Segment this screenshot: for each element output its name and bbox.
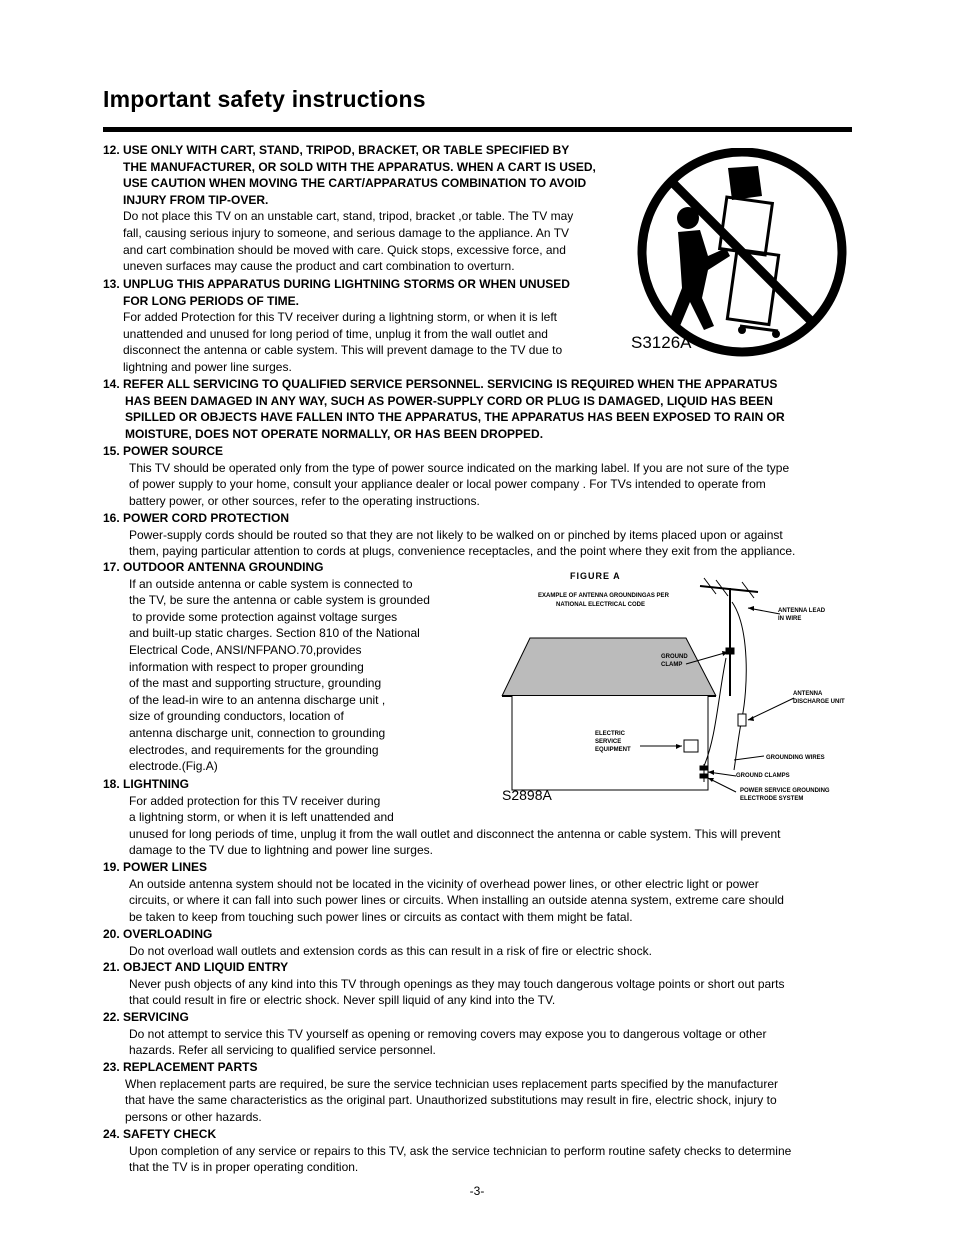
section-18-body: a lightning storm, or when it is left unattended and bbox=[129, 810, 394, 825]
section-22-body: hazards. Refer all servicing to qualified service personnel. bbox=[129, 1043, 436, 1058]
section-13-body: lightning and power line surges. bbox=[123, 359, 292, 374]
figure-a-label: EQUIPMENT bbox=[595, 747, 631, 753]
section-20 bbox=[103, 926, 652, 959]
section-19-heading: 19. POWER LINES bbox=[103, 860, 208, 874]
section-13-body: For added Protection for this TV receiver during a lightning storm, or when it is left bbox=[123, 310, 557, 325]
section-23-body: persons or other hazards. bbox=[125, 1109, 262, 1124]
section-24-heading: 24. SAFETY CHECK bbox=[103, 1127, 217, 1141]
section-24-body: that the TV is in proper operating condition. bbox=[129, 1160, 359, 1175]
section-12-heading: 12. USE ONLY WITH CART, STAND, TRIPOD, BRACKET, OR TABLE SPECIFIED BY bbox=[103, 143, 570, 157]
cart-figure-code: S3126A bbox=[631, 333, 692, 352]
section-14 bbox=[103, 376, 785, 442]
section-17-body: of the lead-in wire to an antenna discharge unit , bbox=[129, 692, 386, 707]
section-15-heading: 15. POWER SOURCE bbox=[103, 444, 224, 458]
section-12-heading-cont: USE CAUTION WHEN MOVING THE CART/APPARATUS COMBINATION TO AVOID bbox=[123, 176, 587, 191]
section-18 bbox=[103, 776, 780, 859]
antenna-grounding-diagram-icon bbox=[490, 568, 862, 808]
section-17-heading: 17. OUTDOOR ANTENNA GROUNDING bbox=[103, 560, 324, 574]
antenna-figure-code: S2898A bbox=[502, 787, 552, 803]
section-17-body: electrode.(Fig.A) bbox=[129, 759, 218, 774]
section-17-body: size of grounding conductors, location of bbox=[129, 709, 344, 724]
antenna-grounding-figure bbox=[490, 568, 862, 808]
section-12-body: uneven surfaces may cause the product and cart combination to overturn. bbox=[123, 259, 515, 274]
section-15-body: This TV should be operated only from the type of power source indicated on the marking label. If you are not sure of the type bbox=[129, 460, 790, 475]
section-21-heading: 21. OBJECT AND LIQUID ENTRY bbox=[103, 960, 289, 974]
section-22 bbox=[103, 1009, 766, 1059]
figure-a-label: GROUNDING WIRES bbox=[766, 755, 825, 761]
figure-a-label: POWER SERVICE GROUNDING bbox=[740, 788, 830, 794]
section-13-heading-cont: FOR LONG PERIODS OF TIME. bbox=[123, 293, 300, 308]
section-23-body: When replacement parts are required, be sure the service technician uses replacement parts specified by the manufacturer bbox=[125, 1076, 779, 1091]
section-16-body: them, paying particular attention to cords at plugs, convenience receptacles, and the point where they exit from the appliance. bbox=[129, 544, 796, 559]
section-12-body: and cart combination should be moved with care. Quick stops, excessive force, and bbox=[123, 242, 566, 257]
section-21-body: that could result in fire or electric shock. Never spill liquid of any kind into the TV. bbox=[129, 993, 556, 1008]
section-13-body: disconnect the antenna or cable system. This will prevent damage to the TV due to bbox=[123, 343, 563, 358]
section-14-heading-cont: SPILLED OR OBJECTS HAVE FALLEN INTO THE APPARATUS, THE APPARATUS HAS BEEN EXPOSED TO RAIN OR bbox=[125, 410, 785, 425]
section-19-body: circuits, or where it can fall into such power lines or circuits. When installing an outside atenna system, extreme care should bbox=[129, 893, 784, 908]
section-23-body: that have the same characteristics as the original part. Unauthorized substitutions may result in fire, electric shock, injury to bbox=[125, 1093, 777, 1108]
section-17-body: to provide some protection against voltage surges bbox=[129, 609, 398, 624]
section-20-heading: 20. OVERLOADING bbox=[103, 927, 213, 941]
page-number: -3- bbox=[469, 1184, 485, 1198]
figure-a-label: GROUND bbox=[661, 654, 688, 660]
section-24-body: Upon completion of any service or repairs to this TV, ask the service technician to perform routine safety checks to determine bbox=[129, 1143, 792, 1158]
section-22-body: Do not attempt to service this TV yourself as opening or removing covers may expose you to dangerous voltage or other bbox=[129, 1026, 767, 1041]
section-15 bbox=[103, 443, 789, 509]
figure-a-label: CLAMP bbox=[661, 662, 683, 668]
section-19 bbox=[103, 859, 784, 925]
figure-a-label: ANTENNA LEAD bbox=[778, 608, 826, 614]
figure-a-title: FIGURE A bbox=[570, 571, 621, 581]
section-13-body: unattended and unused for long period of time, unplug it from the wall outlet and bbox=[123, 326, 548, 341]
section-15-body: of power supply to your home, consult your appliance dealer or local power company . For TVs intended to operate from bbox=[129, 477, 766, 492]
figure-a-label: GROUND CLAMPS bbox=[736, 773, 790, 779]
section-17-body: of the mast and supporting structure, grounding bbox=[129, 676, 382, 691]
page-title: Important safety instructions bbox=[103, 86, 426, 112]
section-12-body: Do not place this TV on an unstable cart, stand, tripod, bracket ,or table. The TV may bbox=[123, 209, 574, 224]
figure-a-caption: NATIONAL ELECTRICAL CODE bbox=[556, 602, 646, 608]
section-18-heading: 18. LIGHTNING bbox=[103, 777, 190, 791]
section-12 bbox=[103, 142, 596, 275]
section-23-heading: 23. REPLACEMENT PARTS bbox=[103, 1060, 258, 1074]
section-17-body: If an outside antenna or cable system is connected to bbox=[129, 576, 413, 591]
section-14-heading: 14. REFER ALL SERVICING TO QUALIFIED SERVICE PERSONNEL. SERVICING IS REQUIRED WHEN THE APPARATUS bbox=[103, 377, 778, 391]
section-16-heading: 16. POWER CORD PROTECTION bbox=[103, 511, 290, 525]
section-14-heading-cont: HAS BEEN DAMAGED IN ANY WAY, SUCH AS POWER-SUPPLY CORD OR PLUG IS DAMAGED, LIQUID HAS BEEN bbox=[125, 393, 773, 408]
section-15-body: battery power, or other sources, refer to the operating instructions. bbox=[129, 493, 480, 508]
section-14-heading-cont: MOISTURE, DOES NOT OPERATE NORMALLY, OR HAS BEEN DROPPED. bbox=[125, 426, 544, 441]
figure-a-caption: EXAMPLE OF ANTENNA GROUNDINGAS PER bbox=[538, 593, 669, 599]
figure-a-label: ANTENNA bbox=[793, 691, 823, 697]
section-18-body: For added protection for this TV receiver during bbox=[129, 793, 381, 808]
section-17-body: information with respect to proper grounding bbox=[129, 659, 364, 674]
section-17-body: antenna discharge unit, connection to grounding bbox=[129, 725, 386, 740]
figure-a-label: ELECTRIC bbox=[595, 731, 625, 737]
cart-tipover-warning-icon bbox=[628, 148, 856, 360]
section-12-body: fall, causing serious injury to someone, and serious damage to the appliance. An TV bbox=[123, 225, 570, 240]
section-18-body: damage to the TV due to lightning and power line surges. bbox=[129, 843, 433, 858]
section-17-body: and built-up static charges. Section 810 of the National bbox=[129, 626, 420, 641]
section-16 bbox=[103, 510, 795, 560]
section-17 bbox=[103, 559, 430, 775]
section-23 bbox=[103, 1059, 778, 1125]
figure-a-label: SERVICE bbox=[595, 739, 622, 745]
figure-a-label: DISCHARGE UNIT bbox=[793, 699, 845, 705]
title-rule bbox=[103, 127, 852, 132]
section-19-body: An outside antenna system should not be located in the vicinity of overhead power lines, or other electric light or power bbox=[129, 876, 759, 891]
section-17-body: electrodes, and requirements for the grounding bbox=[129, 742, 379, 757]
section-13 bbox=[103, 276, 570, 376]
section-12-heading-cont: INJURY FROM TIP-OVER. bbox=[123, 192, 269, 207]
section-24 bbox=[103, 1126, 791, 1176]
section-20-body: Do not overload wall outlets and extension cords as this can result in a risk of fire or electric shock. bbox=[129, 943, 652, 958]
section-21-body: Never push objects of any kind into this TV through openings as they may touch dangerous voltage points or short out parts bbox=[129, 976, 785, 991]
section-21 bbox=[103, 959, 785, 1009]
section-17-body: the TV, be sure the antenna or cable system is grounded bbox=[129, 593, 430, 608]
section-12-heading-cont: THE MANUFACTURER, OR SOLD WITH THE APPARATUS. WHEN A CART IS USED, bbox=[123, 159, 596, 174]
section-13-heading: 13. UNPLUG THIS APPARATUS DURING LIGHTNING STORMS OR WHEN UNUSED bbox=[103, 277, 570, 291]
figure-a-label: IN WIRE bbox=[778, 616, 802, 622]
section-19-body: be taken to keep from touching such power lines or circuits as contact with them might be fatal. bbox=[129, 909, 633, 924]
section-17-body: Electrical Code, ANSI/NFPANO.70,provides bbox=[129, 642, 362, 657]
section-22-heading: 22. SERVICING bbox=[103, 1010, 189, 1024]
figure-a-label: ELECTRODE SYSTEM bbox=[740, 796, 804, 802]
section-18-body: unused for long periods of time, unplug it from the wall outlet and disconnect the antenna or cable system. This will prevent bbox=[129, 826, 781, 841]
section-16-body: Power-supply cords should be routed so that they are not likely to be walked on or pinched by items placed upon or against bbox=[129, 527, 783, 542]
